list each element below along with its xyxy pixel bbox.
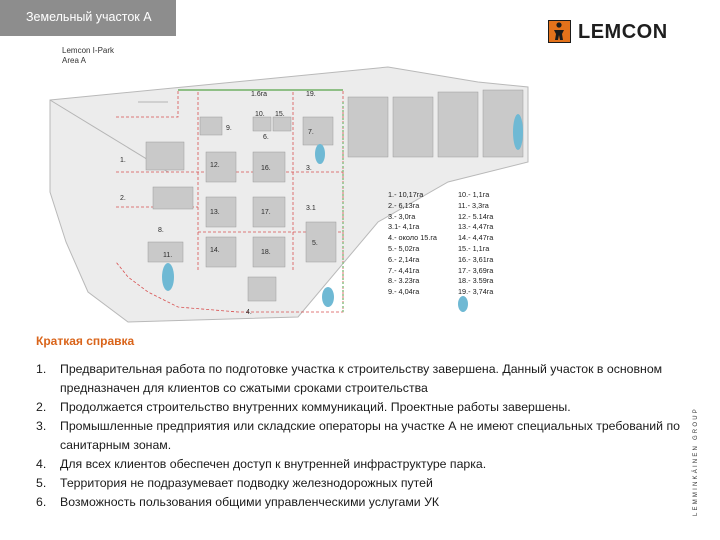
legend-item: 7.- 4,41га <box>388 265 420 275</box>
list-item-text: Промышленные предприятия или складские операторы на участке А не имеют специальных требований по санитарным зонам. <box>60 419 680 452</box>
list-item-number: 5. <box>36 476 47 490</box>
legend-item: 4.- около 15.га <box>388 233 437 243</box>
legend-item: 14.- 4,47га <box>458 233 494 243</box>
list-item-text: Территория не подразумевает подводку железнодорожных путей <box>60 476 433 490</box>
warehouse <box>393 97 433 157</box>
parcel-label: 2. <box>120 195 126 202</box>
building <box>153 187 193 209</box>
parcel-label: 9. <box>226 125 232 132</box>
logo-text: LEMCON <box>578 21 668 43</box>
legend-item: 12.- 5.14га <box>458 211 494 221</box>
parcel-label: 8. <box>158 227 164 234</box>
parcel-label: 17. <box>261 209 271 216</box>
warehouse <box>348 97 388 157</box>
parcel-label: 3.1 <box>306 205 316 212</box>
list-item-number: 2. <box>36 400 47 414</box>
parcel-label: 1. <box>120 157 126 164</box>
legend-item: 1.- 10,17га <box>388 190 424 199</box>
list-item <box>36 417 696 455</box>
building <box>306 222 336 262</box>
list-item <box>36 493 696 512</box>
list-item-number: 3. <box>36 419 47 433</box>
legend-item: 13.- 4,47га <box>458 222 494 232</box>
parcel-label: 15. <box>275 111 285 118</box>
legend-column-left <box>388 190 437 298</box>
pond <box>322 287 334 307</box>
slide-title-bar <box>0 0 176 36</box>
summary-list <box>36 360 696 512</box>
parcel-label: 1.6га <box>251 91 268 98</box>
legend-item: 11.- 3,3га <box>458 200 489 210</box>
building <box>253 117 271 131</box>
slide-title: Земельный участок А <box>26 10 152 24</box>
logo-figure-icon <box>548 20 571 43</box>
list-item-number: 1. <box>36 362 47 376</box>
plan-title-line2: Area A <box>62 56 87 65</box>
legend-item: 19.- 3,74га <box>458 287 494 297</box>
parcel-label: 13. <box>210 209 220 216</box>
list-item-text: Возможность пользования общими управленческими услугами УК <box>60 495 440 509</box>
parcel-label: 11. <box>163 252 173 259</box>
lemcon-logo <box>548 20 666 48</box>
person-icon <box>549 21 569 41</box>
list-item <box>36 455 696 474</box>
vertical-group-name: LEMMINKÄINEN GROUP <box>693 407 699 516</box>
parcel-label: 16. <box>261 165 271 172</box>
legend-item: 17.- 3,69га <box>458 265 494 275</box>
legend-item: 8.- 3.23га <box>388 276 420 286</box>
building <box>200 117 222 135</box>
list-item-text: Для всех клиентов обеспечен доступ к внутренней инфраструктуре парка. <box>60 457 487 471</box>
parcel-label: 4. <box>246 309 252 316</box>
plan-title-line1: Lemcon I-Park <box>62 46 115 55</box>
legend-item: 3.1- 4,1га <box>388 222 420 232</box>
parcel-label: 18. <box>261 249 271 256</box>
legend-item: 10.- 1,1га <box>458 190 490 199</box>
list-item <box>36 398 696 417</box>
pond <box>458 296 468 312</box>
legend-item: 5.- 5,02га <box>388 243 420 253</box>
legend-item: 16.- 3,61га <box>458 254 494 264</box>
list-item-number: 4. <box>36 457 47 471</box>
list-item-number: 6. <box>36 495 47 509</box>
legend-item: 15.- 1,1га <box>458 243 490 253</box>
warehouse <box>438 92 478 157</box>
legend-item: 3.- 3,0га <box>388 211 416 221</box>
parcel-label: 14. <box>210 247 220 254</box>
legend-item: 6.- 2,14га <box>388 254 420 264</box>
pond <box>315 144 325 164</box>
parcel-label: 5. <box>312 240 318 247</box>
summary-heading: Краткая справка <box>36 334 135 348</box>
parcel-label: 6. <box>263 134 269 141</box>
building <box>248 277 276 301</box>
parcel-label: 10. <box>255 111 265 118</box>
building <box>273 117 291 131</box>
list-item <box>36 474 696 493</box>
legend-item: 9.- 4,04га <box>388 287 420 297</box>
parcel-label: 19. <box>306 91 316 98</box>
pond <box>162 263 174 291</box>
legend-column-right <box>458 190 493 298</box>
building <box>146 142 184 170</box>
list-item-text: Продолжается строительство внутренних коммуникаций. Проектные работы завершены. <box>60 400 571 414</box>
legend-item: 18.- 3.59га <box>458 276 494 286</box>
list-item-text: Предварительная работа по подготовке участка к строительству завершена. Данный участок в основном предназначен для клиентов со сжатыми сроками строительства <box>60 362 663 395</box>
parcel-label: 3. <box>306 165 312 172</box>
list-item <box>36 360 696 398</box>
legend-item: 2.- 6,13га <box>388 200 420 210</box>
parcel-label: 12. <box>210 162 220 169</box>
pond <box>513 114 523 150</box>
parcel-label: 7. <box>308 129 314 136</box>
